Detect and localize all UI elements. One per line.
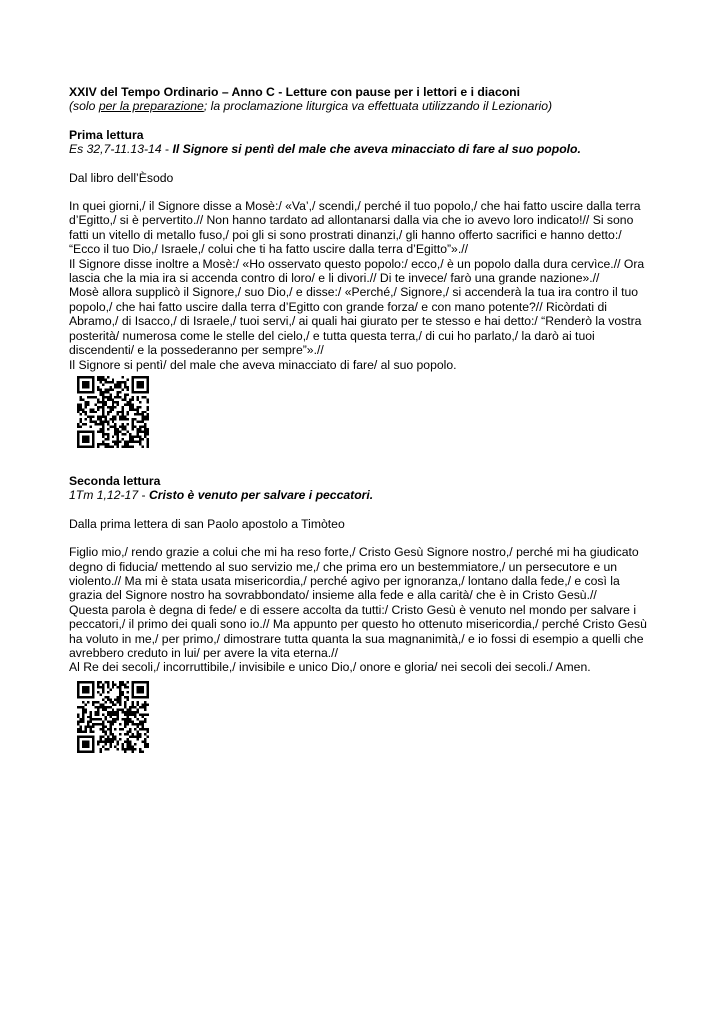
page-title: XXIV del Tempo Ordinario – Anno C - Letture con pause per i lettori e i diaconi <box>69 85 521 99</box>
reading1-source: Dal libro dell’Èsodo <box>69 170 174 185</box>
qr-code-icon <box>77 376 149 448</box>
paragraph: Questa parola è degna di fede/ e di essere accolta da tutti:/ Cristo Gesù è venuto nel mondo per salvare i peccatori,/ il primo dei quali sono io.// Ma appunto per questo ho ottenuto misericordia,/ perché Cristo Gesù ha voluto in me,/ per primo,/ dimostrare tutta quanta la sua magnanimità,/ e io fossi di esempio a quelli che avrebbero creduto in lui/ per avere la vita eterna.// <box>69 602 647 660</box>
reading2-theme: Cristo è venuto per salvare i peccatori. <box>148 488 374 503</box>
document-page <box>69 85 649 753</box>
paragraph: Figlio mio,/ rendo grazie a colui che mi ha reso forte,/ Cristo Gesù Signore nostro,/ perché mi ha giudicato degno di fiducia/ mettendo al suo servizio me,/ che prima ero un bestemmiatore,/ un persecutore e un violento.// Ma mi è stata usata misericordia,/ perché agivo per ignoranza,/ lontano dalla fede,/ e così la grazia del Signore nostro ha sovrabbondato/ insieme alla fede e alla carità/ che è in Cristo Gesù.// <box>69 545 639 603</box>
page-subtitle: (solo per la preparazione; la proclamazione liturgica va effettuata utilizzando il Lezionario) <box>69 99 553 114</box>
qr-code-icon <box>77 681 149 753</box>
paragraph: Il Signore si pentì/ del male che aveva minacciato di fare/ al suo popolo. <box>69 357 457 372</box>
reading1-heading: Prima lettura <box>69 127 144 142</box>
reading2-reference-line: 1Tm 1,12-17 - Cristo è venuto per salvare i peccatori. <box>69 488 374 503</box>
reading1-theme: Il Signore si pentì del male che aveva minacciato di fare al suo popolo. <box>172 142 581 157</box>
reading2-text <box>69 545 649 675</box>
reading2-reference: 1Tm 1,12-17 <box>69 488 139 503</box>
reading2-source: Dalla prima lettera di san Paolo apostolo a Timòteo <box>69 516 345 531</box>
paragraph: Il Signore disse inoltre a Mosè:/ «Ho osservato questo popolo:/ ecco,/ è un popolo dalla dura cervìce.// Ora lascia che la mia ira si accenda contro di loro/ e li divori.// Di te invece/ farò una grande nazione».// <box>69 256 645 286</box>
reading1-reference-line: Es 32,7-11.13-14 - Il Signore si pentì del male che aveva minacciato di fare al suo popolo. <box>69 142 581 157</box>
paragraph: Al Re dei secoli,/ incorruttibile,/ invisibile e unico Dio,/ onore e gloria/ nei secoli dei secoli./ Amen. <box>69 660 591 675</box>
reading2-heading: Seconda lettura <box>69 473 161 488</box>
reading1-text <box>69 199 649 372</box>
paragraph: In quei giorni,/ il Signore disse a Mosè:/ «Va’,/ scendi,/ perché il tuo popolo,/ che hai fatto uscire dalla terra d’Egitto,/ si è pervertito.// Non hanno tardato ad allontanarsi dalla via che io avevo loro indicato!// Si sono fatti un vitello di metallo fuso,/ poi gli si sono prostrati dinanzi,/ gli hanno offerto sacrifici e hanno detto:/ “Ecco il tuo Dio,/ Israele,/ colui che ti ha fatto uscire dalla terra d’Egitto”».// <box>69 199 641 257</box>
reading1-reference: Es 32,7-11.13-14 <box>69 142 162 157</box>
paragraph: Mosè allora supplicò il Signore,/ suo Dio,/ e disse:/ «Perché,/ Signore,/ si accenderà la tua ira contro il tuo popolo,/ che hai fatto uscire dalla terra d’Egitto con grande forza/ e con mano potente?// Ricòrdati di Abramo,/ di Isacco,/ di Israele,/ tuoi servi,/ ai quali hai giurato per te stesso e hai detto:/ “Renderò la vostra posterità/ numerosa come le stelle del cielo,/ e tutta questa terra,/ di cui ho parlato,/ la darò ai tuoi discendenti/ e la possederanno per sempre”».// <box>69 285 642 358</box>
